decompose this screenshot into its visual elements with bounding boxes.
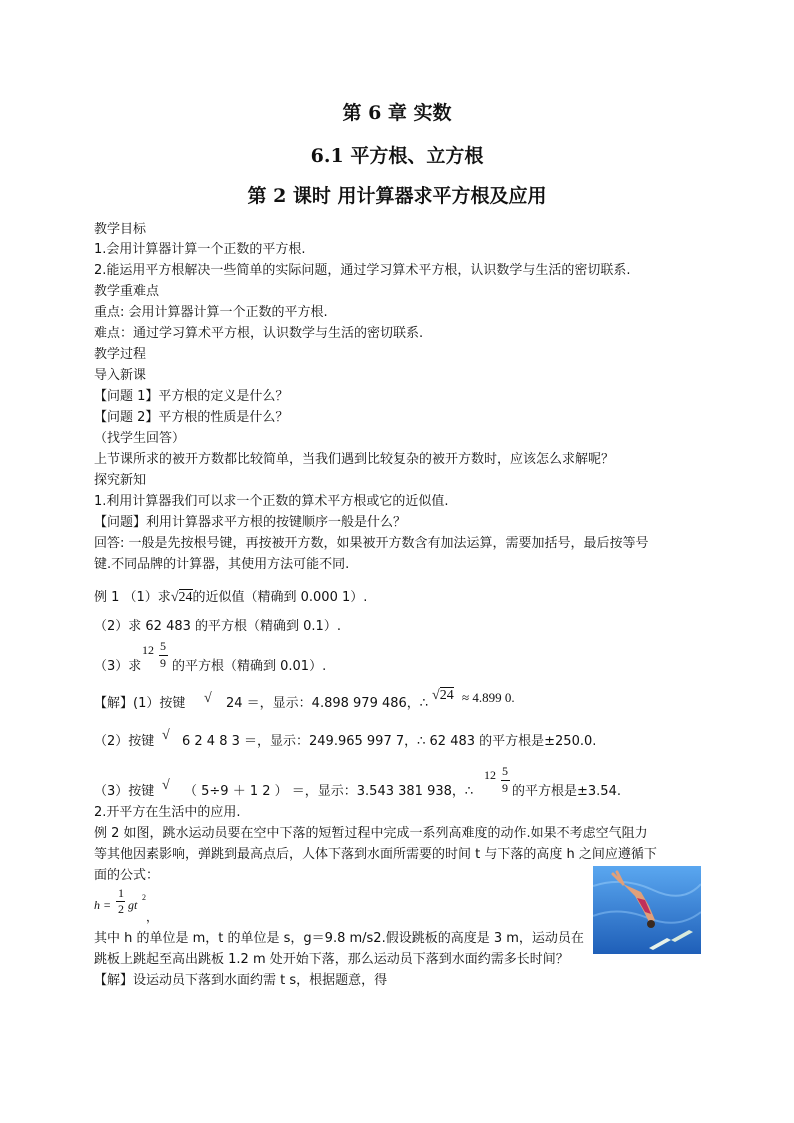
example-1-part-3-post: 的平方根（精确到 0.01）. (172, 659, 327, 674)
key-heading: 教学重难点 (94, 284, 160, 299)
solution-1-pre: 【解】(1）按键 (94, 696, 186, 711)
solution-3-keys: （ 5÷9 ＋ 1 2 ） ＝，显示：3.543 381 938，∴ (184, 784, 474, 799)
example-1-part-2: （2）求 62 483 的平方根（精确到 0.1）. (94, 619, 341, 634)
example-1-part-3-pre: （3）求 (94, 659, 142, 674)
solution-2-pre: （2）按键 (94, 734, 155, 749)
solution-1-result: ≈ 4.899 0. (462, 690, 515, 705)
sqrt-key-icon: √ (204, 691, 212, 706)
example-1-part-1: 例 1 （1）求√24的近似值（精确到 0.000 1）. (94, 590, 368, 605)
fall-formula: h = 1 2 gt 2 ， (94, 886, 159, 924)
question-1: 【问题 1】平方根的定义是什么？ (94, 389, 289, 404)
solution-2-keys: 6 2 4 8 3 ＝，显示：249.965 997 7，∴ 62 483 的平方根是±250.0. (182, 734, 597, 749)
mixed-fraction-2: 12 5 9 (484, 764, 508, 795)
diver-picture (593, 866, 701, 954)
intro-heading: 导入新课 (94, 368, 147, 383)
question-3: 【问题】利用计算器求平方根的按键顺序一般是什么？ (94, 515, 407, 530)
solution-3-pre: （3）按键 (94, 784, 155, 799)
example-2-line-5: 跳板上跳起至高出跳板 1.2 m 处开始下落，那么运动员下落到水面约需多长时间？ (94, 952, 569, 967)
example-2-solution: 【解】设运动员下落到水面约需 t s，根据题意，得 (94, 973, 388, 988)
solution-1-radical: √24 (432, 688, 454, 703)
sqrt-key-icon-2: √ (162, 728, 170, 743)
process-heading: 教学过程 (94, 347, 147, 362)
explore-heading: 探究新知 (94, 473, 147, 488)
lesson-title: 第 2 课时 用计算器求平方根及应用 (247, 185, 547, 207)
chapter-title: 第 6 章 实数 (342, 102, 452, 124)
difficult-point: 难点：通过学习算术平方根，认识数学与生活的密切联系. (94, 326, 424, 341)
example-2-line-2: 等其他因素影响，弹跳到最高点后，人体下落到水面所需要的时间 t 与下落的高度 h 之间应遵循下 (94, 847, 657, 862)
answer-note: （找学生回答） (94, 431, 186, 446)
solution-1-keys: 24 ＝，显示：4.898 979 486，∴ (226, 696, 429, 711)
question-2: 【问题 2】平方根的性质是什么？ (94, 410, 289, 425)
sqrt-key-icon-3: √ (162, 778, 170, 793)
point-2: 2.开平方在生活中的应用. (94, 805, 241, 820)
mixed-fraction: 12 5 9 (142, 639, 166, 670)
answer-line-2: 键.不同品牌的计算器，其使用方法可能不同. (94, 557, 350, 572)
section-title: 6.1 平方根、立方根 (310, 145, 484, 167)
goal-heading: 教学目标 (94, 222, 147, 237)
example-2-line-1: 例 2 如图，跳水运动员要在空中下落的短暂过程中完成一系列高难度的动作.如果不考虑空气阻力 (94, 826, 648, 841)
answer-line-1: 回答: 一般是先按根号键，再按被开方数，如果被开方数含有加法运算，需要加括号，最后按等号 (94, 536, 649, 551)
point-1: 1.利用计算器我们可以求一个正数的算术平方根或它的近似值. (94, 494, 449, 509)
example-2-line-3: 面的公式： (94, 868, 160, 883)
goal-2: 2.能运用平方根解决一些简单的实际问题，通过学习算术平方根，认识数学与生活的密切联系. (94, 263, 631, 278)
goal-1: 1.会用计算器计算一个正数的平方根. (94, 242, 306, 257)
transition-text: 上节课所求的被开方数都比较简单，当我们遇到比较复杂的被开方数时，应该怎么求解呢？ (94, 452, 615, 467)
solution-3-result: 的平方根是±3.54. (512, 784, 621, 799)
example-2-line-4: 其中 h 的单位是 m，t 的单位是 s，g＝9.8 m/s2.假设跳板的高度是 3 m，运动员在 (94, 931, 584, 946)
key-point: 重点: 会用计算器计算一个正数的平方根. (94, 305, 328, 320)
